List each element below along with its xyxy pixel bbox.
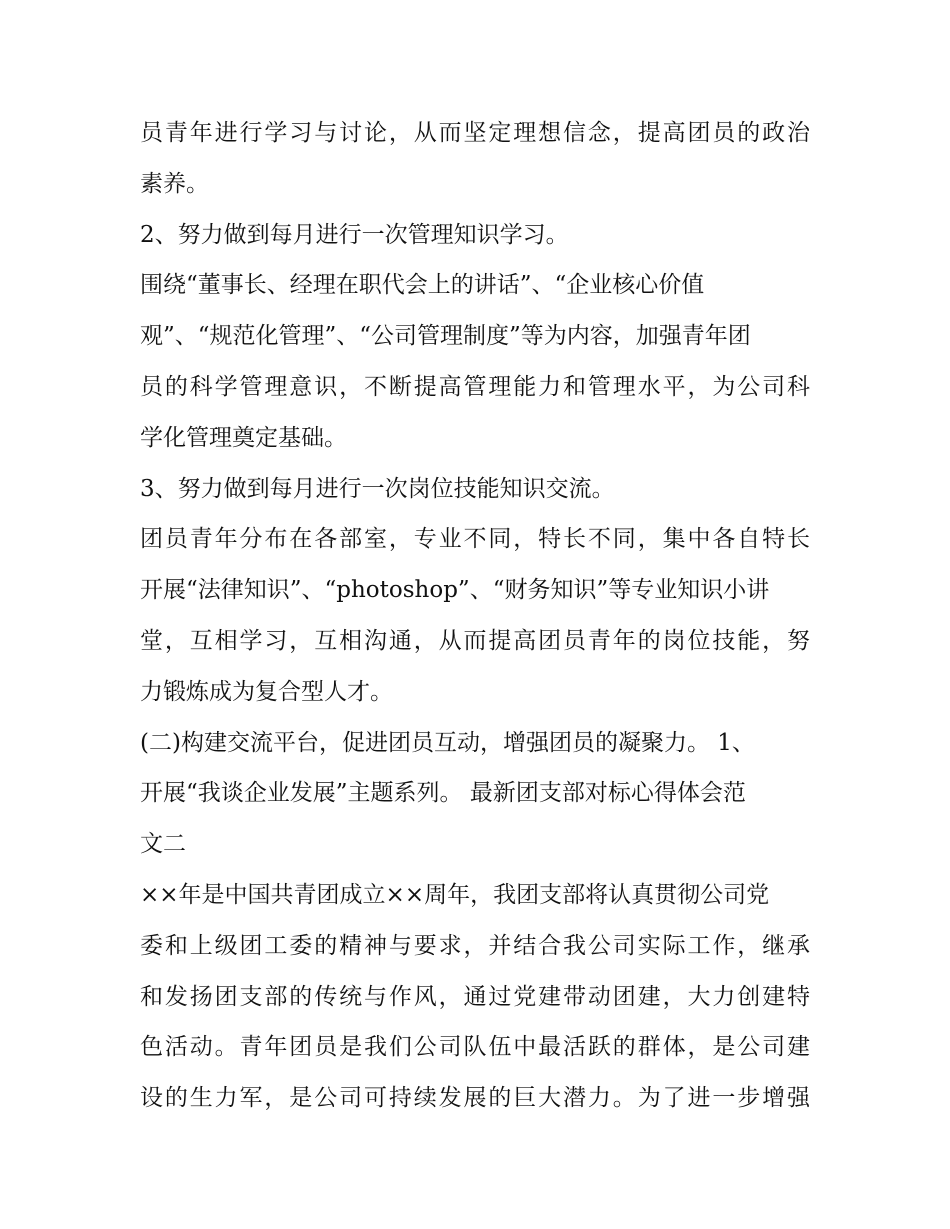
text-line: 团员青年分布在各部室，专业不同，特长不同，集中各自特长 (140, 526, 810, 553)
text-line: 员的科学管理意识，不断提高管理能力和管理水平，为公司科 (140, 373, 810, 400)
text-line: 观”、“规范化管理”、“公司管理制度”等为内容，加强青年团 (140, 323, 751, 350)
text-line: 堂，互相学习，互相沟通，从而提高团员青年的岗位技能，努 (140, 627, 810, 654)
text-line: ××年是中国共青团成立××周年，我团支部将认真贯彻公司党 (140, 881, 770, 908)
text-line: (二)构建交流平台，促进团员互动，增强团员的凝聚力。 1、 (140, 729, 755, 756)
text-line: 和发扬团支部的传统与作风，通过党建带动团建，大力创建特 (140, 983, 810, 1010)
text-line: 3、努力做到每月进行一次岗位技能知识交流。 (140, 475, 615, 502)
text-line: 委和上级团工委的精神与要求，并结合我公司实际工作，继承 (140, 932, 810, 959)
text-line: 开展“法律知识”、“photoshop”、“财务知识”等专业知识小讲 (140, 577, 770, 604)
text-line: 力锻炼成为复合型人才。 (140, 678, 393, 705)
text-line: 色活动。青年团员是我们公司队伍中最活跃的群体，是公司建 (140, 1034, 810, 1061)
text-line: 开展“我谈企业发展”主题系列。 最新团支部对标心得体会范 (140, 780, 746, 807)
text-line: 设的生力军，是公司可持续发展的巨大潜力。为了进一步增强 (140, 1085, 810, 1112)
text-line: 文二 (140, 831, 186, 858)
text-line: 围绕“董事长、经理在职代会上的讲话”、“企业核心价值 (140, 272, 705, 299)
text-line: 素养。 (140, 170, 209, 197)
text-line: 学化管理奠定基础。 (140, 424, 347, 451)
text-line: 2、努力做到每月进行一次管理知识学习。 (140, 221, 569, 248)
text-line: 员青年进行学习与讨论，从而坚定理想信念，提高团员的政治 (140, 120, 810, 146)
document-body (140, 108, 820, 1124)
